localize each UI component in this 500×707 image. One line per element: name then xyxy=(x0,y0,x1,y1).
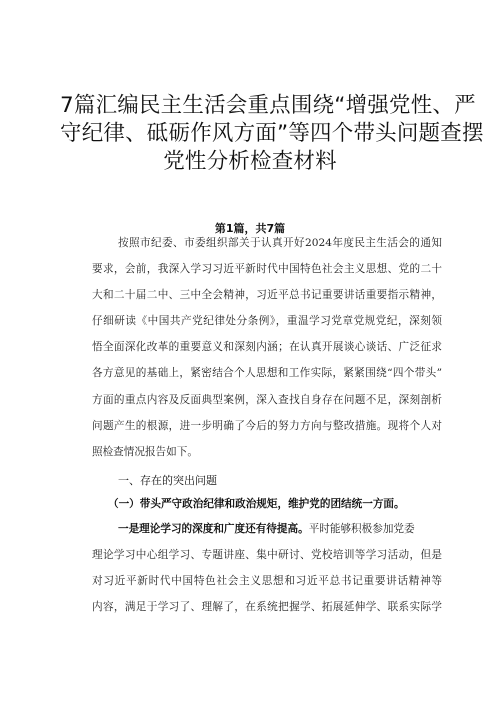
para2-first-line xyxy=(118,522,442,536)
intro-line-7: 方面的重点内容及反面典型案例，深入查找自身存在问题不足，深刻剖析 xyxy=(92,394,442,406)
intro-line-3: 大和二十届二中、三中全会精神，习近平总书记重要讲话重要指示精神， xyxy=(92,289,442,301)
intro-line-8: 问题产生的根源，进一步明确了今后的努力方向与整改措施。现将个人对 xyxy=(92,420,442,432)
intro-line-5: 悟全面深化改革的重要意义和深刻内涵；在认真开展谈心谈话、广泛征求 xyxy=(92,341,442,353)
heading-existing-problems: 一、存在的突出问题 xyxy=(118,474,217,487)
intro-line-4: 仔细研读《中国共产党纪律处分条例》，重温学习党章党规党纪，深刻领 xyxy=(92,315,442,327)
title-line-3: 党性分析检查材料 xyxy=(163,149,337,174)
para2-lead: 一是理论学习的深度和广度还有待提高。 xyxy=(118,523,309,535)
part-label: 第1篇，共7篇 xyxy=(214,222,286,235)
para2-line-3: 对习近平新时代中国特色社会主义思想和习近平总书记重要讲话精神等 xyxy=(92,575,442,587)
document-title xyxy=(60,92,484,176)
para2-lead-rest: 平时能够积极参加党委 xyxy=(308,523,415,535)
subheading-political-discipline: （一）带头严守政治纪律和政治规矩，维护党的团结统一方面。 xyxy=(108,498,405,510)
intro-line-9: 照检查情况报告如下。 xyxy=(92,446,198,458)
para2-line-4: 内容，满足于学习了、理解了，在系统把握学、拓展延伸学、联系实际学 xyxy=(92,601,442,613)
para2-line-2: 理论学习中心组学习、专题讲座、集中研讨、党校培训等学习活动，但是 xyxy=(92,549,442,561)
title-line-2: 守纪律、砥砺作风方面”等四个带头问题查摆 xyxy=(60,121,484,146)
title-line-1: 7篇汇编民主生活会重点围绕“增强党性、严 xyxy=(60,93,476,118)
intro-line-6: 各方意见的基础上，紧密结合个人思想和工作实际，紧紧围绕“四个带头” xyxy=(92,367,442,379)
intro-line-2: 要求，会前，我深入学习习近平新时代中国特色社会主义思想、党的二十 xyxy=(92,263,442,275)
intro-line-1: 按照市纪委、市委组织部关于认真开好2024年度民主生活会的通知 xyxy=(118,237,442,249)
